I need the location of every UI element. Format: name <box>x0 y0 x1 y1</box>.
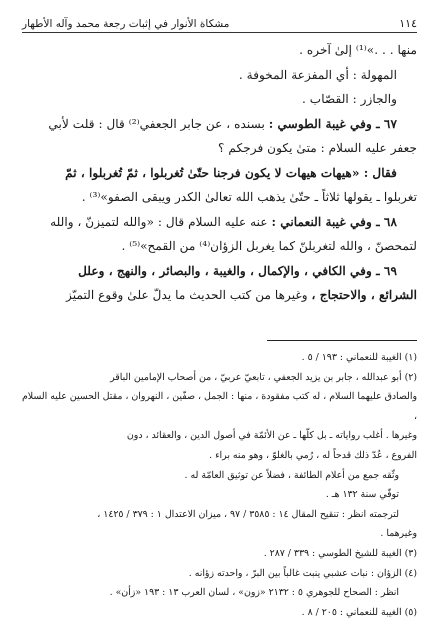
text-line: منها . . .»⁽¹⁾ إلىٰ آخره . <box>299 43 417 57</box>
text-span: بسنده ، عن جابر الجعفي⁽²⁾ قال : قلت لأبي <box>48 116 269 131</box>
text-line: فقال : «هيهات هيهات لا يكون فرجنا حتّىٰ تُغربلوا ، ثمّ تُغربلوا ، ثمّ <box>65 165 397 180</box>
footnote-2-line: والصادق عليهما السلام ، له كتب مفقودة ، منها : الجمل ، صفّين ، النهروان ، مقتل الحسين عليه السلام ، <box>22 391 417 422</box>
hadith-67 <box>22 112 417 137</box>
footnote-2-line: وثّقه جمع من أعلام الطائفة ، فضلاً عن توثيق العامّة له . <box>184 469 399 481</box>
running-title: مشكاة الأنوار في إثبات رجعة محمد وآله الأطهار <box>22 18 230 30</box>
footnotes <box>22 348 417 622</box>
hadith-source: ٦٧ ـ وفي غيبة الطوسي : <box>268 116 397 131</box>
text-line: لتمحصنّ ، والله لتغربلنّ كما يغربل الزؤان⁽⁴⁾ من القمح»⁽⁵⁾ . <box>121 239 417 253</box>
text-line: جعفر عليه السلام : متىٰ يكون فرجكم ؟ <box>218 141 417 155</box>
text-line: المهولة : أي المفزعة المخوفة . <box>238 67 397 82</box>
main-text <box>22 38 417 308</box>
hadith-69: ٦٩ ـ وفي الكافي ، والإكمال ، والغيبة ، والبصائر ، والنهج ، وعلل <box>78 263 397 278</box>
footnote-2-line: وغيرهما . <box>380 528 417 540</box>
footnote-3: (٣) الغيبة للشيخ الطوسي : ٣٣٩ / ٢٨٧ . <box>263 547 417 559</box>
hadith-68 <box>22 210 417 235</box>
footnote-5: (٥) الغيبة للنعماني : ٢٠٥ / ٨ . <box>301 606 417 618</box>
source-list: الشرائع ، والاحتجاج ، <box>311 288 417 302</box>
footnote-divider <box>267 340 417 341</box>
footnote-1: (١) الغيبة للنعماني : ١٩٣ / ٥ . <box>301 352 417 363</box>
hadith-source: ٦٨ ـ وفي غيبة النعماني : <box>271 214 397 229</box>
text-span: وغيرها من كتب الحديث ما يدلّ علىٰ وقوع التميّز <box>66 288 312 302</box>
footnote-2-line: لترجمته انظر : تنقيح المقال ١٤ : ٣٥٨٥ / ٩٧ ، ميزان الاعتدال ١ : ٣٧٩ / ١٤٢٥ ، <box>97 508 399 520</box>
page-number: ١١٤ <box>399 17 417 30</box>
footnote-4-line: انظر : الصحاح للجوهري ٥ : ٢١٣٢ «زون» ، لسان العرب ١٣ : ١٩٣ «زأن» . <box>109 587 399 599</box>
text-line: والجازر : القصّاب . <box>302 92 397 106</box>
footnote-4: (٤) الزؤان : نبات عشبي ينبت غالباً بين البرّ ، واحدته زؤانه . <box>188 567 417 579</box>
text-line <box>22 283 417 308</box>
text-span: عنه عليه السلام قال : «والله لتميزنّ ، والله <box>50 214 272 229</box>
text-line: تغربلوا ـ يقولها ثلاثاً ـ حتّىٰ يذهب الله تعالىٰ الكدر ويبقى الصفو»⁽³⁾ . <box>81 190 417 204</box>
footnote-2-line: وغيرها . أغلب رواياته ـ بل كلّها ـ عن الأئمّة في أصول الدين ، والعقائد ، دون <box>126 430 417 442</box>
footnote-2: (٢) أبو عبدالله ، جابر بن يزيد الجعفي ، تابعيّ عربيّ ، من أصحاب الإمامين الباقر <box>110 371 417 383</box>
footnote-2-line: توفّي سنة ١٣٢ هـ . <box>325 489 399 501</box>
footnote-2-line: الفروع ، عُدّ ذلك قدحاً له ، رُمي بالغلوّ ، وهو منه براء . <box>209 449 417 461</box>
page-header <box>22 10 417 33</box>
